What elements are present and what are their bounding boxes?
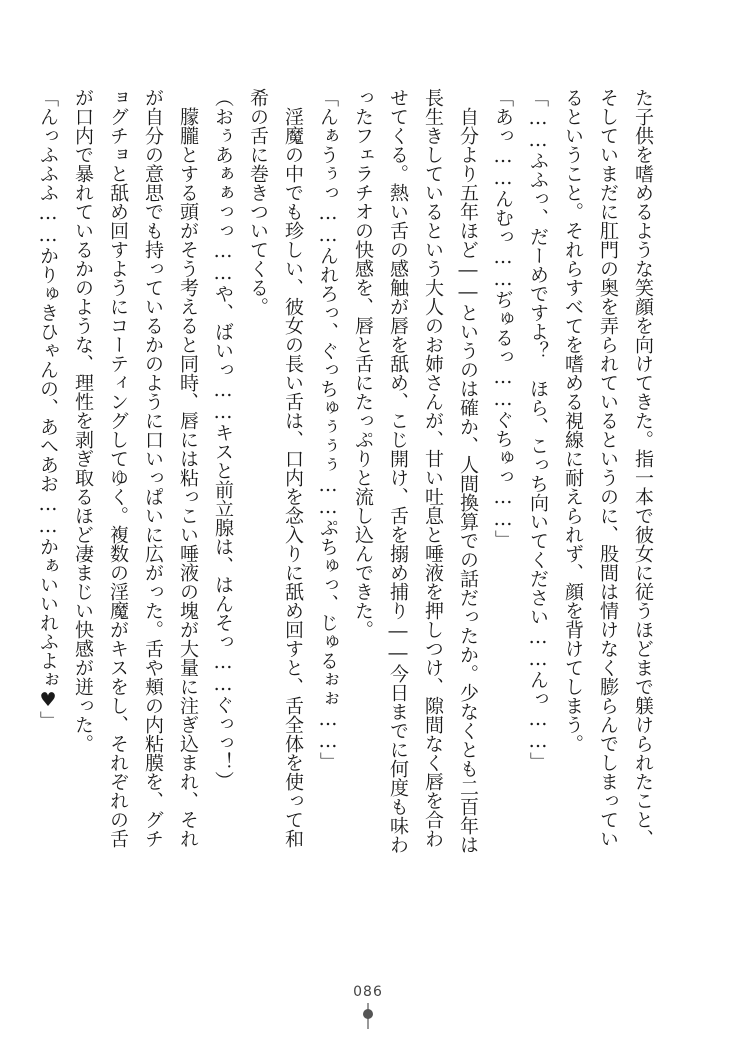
text-line: るということ。それらすべてを嗜める視線に耐えられず、顔を背けてしまう。 xyxy=(562,88,584,753)
text-line: が自分の意思でも持っているかのように口いっぱいに広がった。舌や頬の内粘膜を、グチ xyxy=(142,88,164,848)
text-line: が口内で暴れているかのような、理性を剥ぎ取るほど凄まじい快感が迸った。 xyxy=(72,88,94,753)
text-line: 長生きしているという大人のお姉さんが、甘い吐息と唾液を押しつけ、隙間なく唇を合わ xyxy=(422,88,444,848)
text-line: 自分より五年ほど――というのは確か、人間換算での話だったか。少なくとも二百年は xyxy=(457,88,479,854)
page-marker-dot-icon xyxy=(363,1009,373,1019)
text-line: 「あっ……んむっ……ぢゅるっ……ぐちゅっ……」 xyxy=(492,88,514,549)
page-number: 086 xyxy=(353,984,383,1000)
text-line: ョグチョと舐め回すようにコーティングしてゆく。複数の淫魔がキスをし、それぞれの舌 xyxy=(107,88,129,848)
text-line: そしていまだに肛門の奥を弄られているというのに、股間は情けなく膨らんでしまってい xyxy=(597,88,619,848)
text-line: 「……ふふっ、だーめですよ？ ほら、こっち向いてください……んっ……」 xyxy=(527,88,549,771)
text-line: 「んっふふふ……かりゅきひゃんの、あへあお……かぁいいれふよぉ♥」 xyxy=(37,88,59,730)
text-line: ったフェラチオの快感を、唇と舌にたっぷりと流し込んできた。 xyxy=(352,88,374,639)
text-line: せてくる。熱い舌の感触が唇を舐め、こじ開け、舌を搦め捕り――今日までに何度も味わ xyxy=(387,88,409,854)
text-line: 淫魔の中でも珍しい、彼女の長い舌は、口内を念入りに舐め回すと、舌全体を使って和 xyxy=(282,88,304,848)
text-line: た子供を嗜めるような笑顔を向けてきた。指一本で彼女に従うほどまで躾けられたこと、 xyxy=(632,88,654,848)
vertical-text-body xyxy=(37,88,660,854)
text-line: （おぅあぁぁっっ……や、ばいっ……キスと前立腺は、はんそっ……ぐっっ！） xyxy=(212,88,234,790)
text-line: 希の舌に巻きついてくる。 xyxy=(247,88,269,316)
text-line: 朦朧とする頭がそう考えると同時、唇には粘っこい唾液の塊が大量に注ぎ込まれ、それ xyxy=(177,88,199,848)
text-line: 「んぁうぅっ……んれろっ、ぐっちゅぅぅぅ……ぷちゅっ、じゅるぉぉ……」 xyxy=(317,88,339,771)
